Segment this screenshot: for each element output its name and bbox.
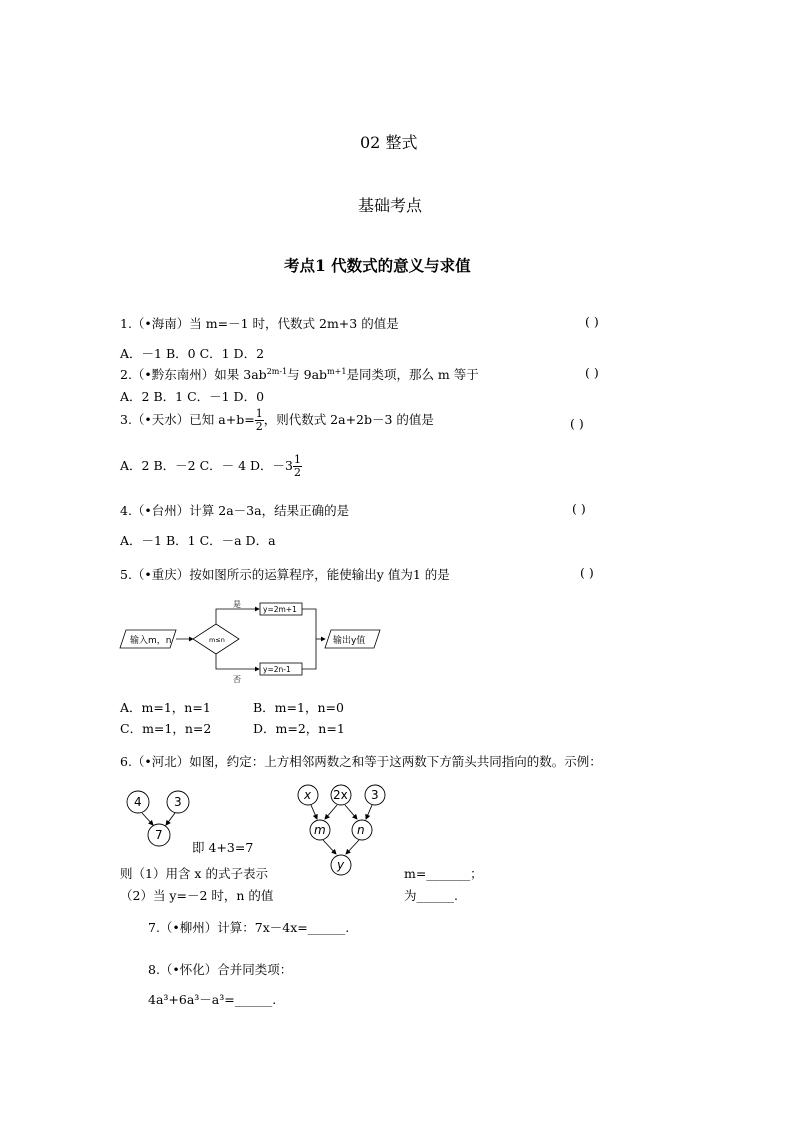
q1-paren: ( ) [585,314,599,329]
q5-stem: 5.（•重庆）按如图所示的运算程序，能使输出y 值为1 的是 [120,567,450,582]
section-heading: 基础考点 [358,196,423,215]
q5-paren: ( ) [580,565,594,580]
svg-text:n: n [357,823,365,837]
svg-text:3: 3 [371,788,379,802]
kaodian-heading: 考点1 代数式的意义与求值 [284,256,471,275]
q2-options: A．2 B．1 C．－1 D．0 [120,389,265,404]
q6-stem: 6.（•河北）如图，约定：上方相邻两数之和等于这两数下方箭头共同指向的数。示例： [120,754,602,769]
q5-option-a: A．m=1，n=1 [120,700,211,715]
q8-expression: 4a³+6a³－a³=______. [148,992,277,1007]
svg-text:2x: 2x [333,788,348,802]
svg-text:m: m [314,823,326,837]
q6-line1-answer: m=_______； [404,866,483,881]
q5-option-b: B．m=1，n=0 [253,700,344,715]
q6-tree-diagram [290,784,400,880]
q1-stem: 1.（•海南）当 m=－1 时，代数式 2m+3 的值是 [120,316,399,331]
q2-paren: ( ) [585,365,599,380]
flow-yes-label: 是 [233,600,241,609]
svg-text:4: 4 [134,795,142,809]
q5-option-d: D．m=2，n=1 [253,721,345,736]
q4-options: A．－1 B．1 C．－a D．a [120,533,276,548]
q1-options: A．－1 B．0 C．1 D．2 [120,346,265,361]
flow-cond-text: m≤n [209,636,225,644]
flow-input-text: 输入m，n [130,636,172,646]
svg-text:x: x [304,788,312,802]
q6-line2-answer: 为______. [404,888,458,903]
q6-line1: 则（1）用含 x 的式子表示 [120,866,268,881]
flow-no-label: 否 [233,675,241,684]
svg-text:7: 7 [155,828,163,842]
q6-example-caption: 即 4+3=7 [192,840,254,855]
flow-output-text: 输出y值 [333,636,366,646]
q3-paren: ( ) [570,416,584,431]
flow-bottom-text: y=2n-1 [263,665,291,674]
q4-stem: 4.（•台州）计算 2a－3a，结果正确的是 [120,503,350,518]
q4-paren: ( ) [572,501,586,516]
q3-stem: 3.（•天水）已知 a+b= $\frac{1}{2}$ ，则代数式 2a+2b－3 的值是 [120,407,434,433]
svg-text:3: 3 [174,795,182,809]
q6-line2: （2）当 y=－2 时，n 的值 [120,888,274,903]
q5-option-c: C．m=1，n=2 [120,721,212,736]
flowchart [118,596,388,688]
q8-stem: 8.（•怀化）合并同类项： [148,962,293,977]
q3-fraction: $\frac{1}{2}$ [255,407,263,433]
q3-options: A．2 B．－2 C．－ 4 D．－3 $\frac{1}{2}$ [120,453,302,479]
q2-stem: 2.（•黔东南州）如果 $3ab^{2m-1}$与 $9ab^{m+1}$是同类项，那么 m 等于 [120,366,479,382]
svg-text:y: y [337,858,345,872]
page-title: 02 整式 [360,133,418,152]
flow-top-text: y=2m+1 [263,605,297,614]
q3-option-fraction: $\frac{1}{2}$ [294,453,302,479]
q7-stem: 7.（•柳州）计算：7x－4x=______. [148,920,350,935]
